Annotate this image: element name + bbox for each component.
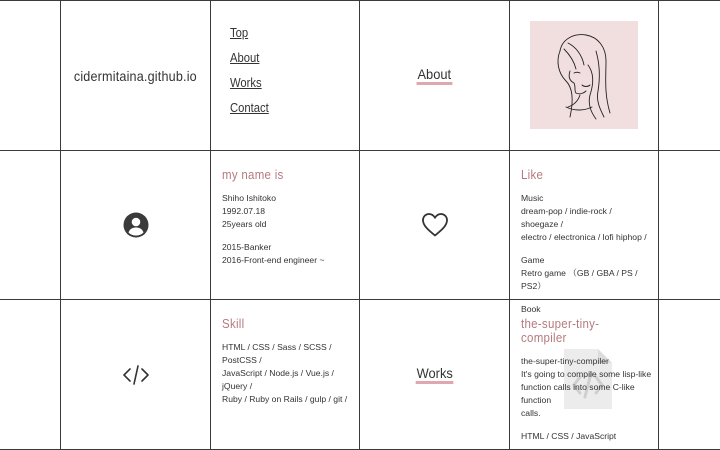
grid-line xyxy=(658,0,659,450)
skill-details xyxy=(222,341,356,406)
portrait xyxy=(530,21,638,129)
game-line: Retro game （GB / GBA / PS / PS2） xyxy=(521,268,638,291)
code-icon xyxy=(122,364,150,386)
nav-item-works[interactable]: Works xyxy=(230,76,262,90)
music-line: dream-pop / indie-rock / shoegaze / xyxy=(521,206,612,229)
portrait-illustration xyxy=(530,21,638,129)
skill-line: Ruby / Ruby on Rails / gulp / git / xyxy=(222,394,348,404)
work-heading[interactable]: the-super-tiny-compiler xyxy=(521,317,600,345)
career-item: 2015-Banker xyxy=(222,242,272,252)
about-cell xyxy=(360,1,509,150)
skill-section xyxy=(222,317,356,406)
profile-birthday: 1992.07.18 xyxy=(222,206,266,216)
like-icon-cell xyxy=(360,151,509,299)
works-link[interactable]: Works xyxy=(415,365,453,384)
work-section xyxy=(521,317,655,443)
career-item: 2016-Front-end engineer ~ xyxy=(222,255,325,265)
grid-line xyxy=(509,0,510,450)
profile-name: Shiho Ishitoko xyxy=(222,193,276,203)
like-heading: Like xyxy=(521,168,544,182)
user-circle-icon xyxy=(123,212,149,238)
book-label: Book xyxy=(521,304,541,314)
works-cell xyxy=(360,300,509,449)
work-desc-line: It's going to compile some lisp-like xyxy=(521,369,652,379)
profile-section xyxy=(222,168,352,267)
profile-icon-cell xyxy=(61,151,210,299)
skill-line: HTML / CSS / Sass / SCSS / PostCSS / xyxy=(222,342,332,365)
site-title[interactable]: cidermitaina.github.io xyxy=(73,67,198,84)
skill-heading: Skill xyxy=(222,317,245,331)
heart-icon xyxy=(421,212,449,238)
skill-line: JavaScript / Node.js / Vue.js / jQuery / xyxy=(222,368,334,391)
music-line: electro / electronica / lofi hiphop / xyxy=(521,232,647,242)
like-section xyxy=(521,168,651,316)
main-nav xyxy=(230,26,350,126)
profile-heading: my name is xyxy=(222,168,284,182)
work-desc-line: calls. xyxy=(521,408,541,418)
grid-line xyxy=(210,0,211,450)
music-label: Music xyxy=(521,193,544,203)
profile-details xyxy=(222,192,352,267)
like-details xyxy=(521,192,651,316)
work-desc-line: function calls into some C-like function xyxy=(521,382,635,405)
skill-icon-cell xyxy=(61,300,210,449)
nav-item-contact[interactable]: Contact xyxy=(230,101,269,115)
work-tech: HTML / CSS / JavaScript xyxy=(521,431,617,441)
profile-age: 25years old xyxy=(222,219,267,229)
work-name: the-super-tiny-compiler xyxy=(521,356,609,366)
about-link[interactable]: About xyxy=(417,66,453,85)
nav-item-about[interactable]: About xyxy=(230,51,260,65)
work-details xyxy=(521,355,655,443)
game-label: Game xyxy=(521,255,545,265)
site-title-cell xyxy=(61,1,210,150)
nav-item-top[interactable]: Top xyxy=(230,26,249,40)
